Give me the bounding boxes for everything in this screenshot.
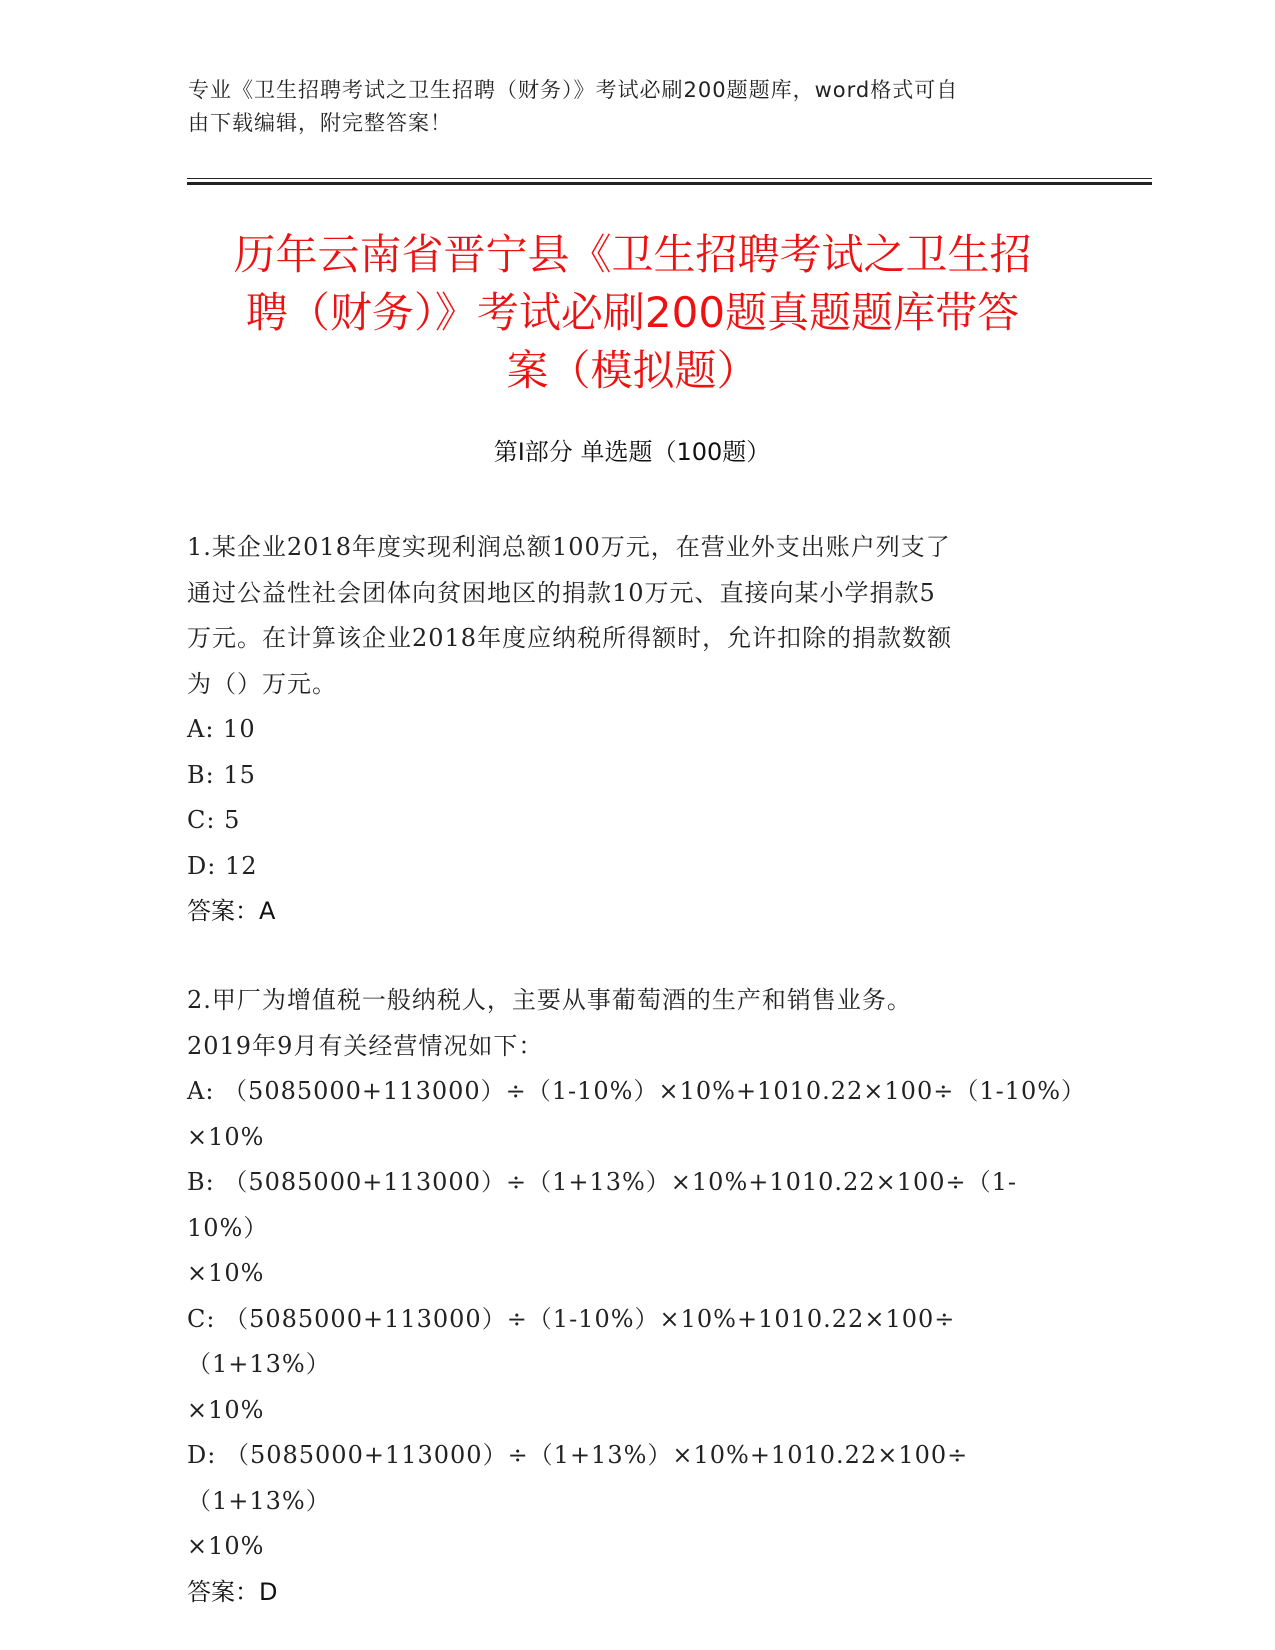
question-stem-line: 1.某企业2018年度实现利润总额100万元，在营业外支出账户列支了 (187, 533, 951, 561)
question-stem-line: 万元。在计算该企业2018年度应纳税所得额时，允许扣除的捐款数额 (187, 624, 953, 652)
question-1 (187, 525, 1077, 935)
header-note-line: 专业《卫生招聘考试之卫生招聘（财务）》考试必刷200题题库，word格式可自 (188, 78, 959, 102)
option-b: B: 15 (187, 760, 256, 789)
option-b: B: （5085000+113000）÷（1+13%）×10%+1010.22×100÷（1-10%） (187, 1168, 1018, 1242)
question-stem-line: 2019年9月有关经营情况如下： (187, 1031, 544, 1060)
option-a: A: 10 (187, 715, 256, 743)
option-a: A: （5085000+113000）÷（1-10%）×10%+1010.22×100÷（1-10%） (187, 1077, 1087, 1105)
answer-line: 答案：D (187, 1577, 278, 1606)
option-c: C: （5085000+113000）÷（1-10%）×10%+1010.22×100÷（1+13%） (187, 1304, 956, 1378)
option-b-continued: ×10% (187, 1259, 265, 1287)
question-stem-line: 通过公益性社会团体向贫困地区的捐款10万元、直接向某小学捐款5 (187, 578, 936, 607)
section-heading: 第I部分 单选题（100题） (493, 438, 771, 466)
title-line: 案（模拟题） (506, 346, 759, 395)
option-d: D: 12 (187, 851, 258, 880)
option-c-continued: ×10% (187, 1395, 265, 1424)
option-c: C: 5 (187, 806, 241, 834)
document-title (190, 226, 1075, 400)
header-note-line: 由下载编辑，附完整答案！ (188, 111, 452, 135)
header-note (188, 74, 1068, 140)
option-d: D: （5085000+113000）÷（1+13%）×10%+1010.22×100÷（1+13%） (187, 1441, 969, 1515)
option-d-continued: ×10% (187, 1532, 265, 1560)
header-rule-thin (187, 178, 1152, 179)
question-stem-line: 为（）万元。 (187, 669, 337, 698)
answer-line: 答案：A (187, 897, 276, 925)
title-line: 历年云南省晋宁县《卫生招聘考试之卫生招 (233, 230, 1032, 279)
question-2 (187, 978, 1087, 1615)
header-rule-thick (187, 182, 1152, 185)
option-a-continued: ×10% (187, 1122, 265, 1151)
question-stem-line: 2.甲厂为增值税一般纳税人，主要从事葡萄酒的生产和销售业务。 (187, 986, 912, 1014)
title-line: 聘（财务）》考试必刷200题真题题库带答 (245, 288, 1020, 337)
